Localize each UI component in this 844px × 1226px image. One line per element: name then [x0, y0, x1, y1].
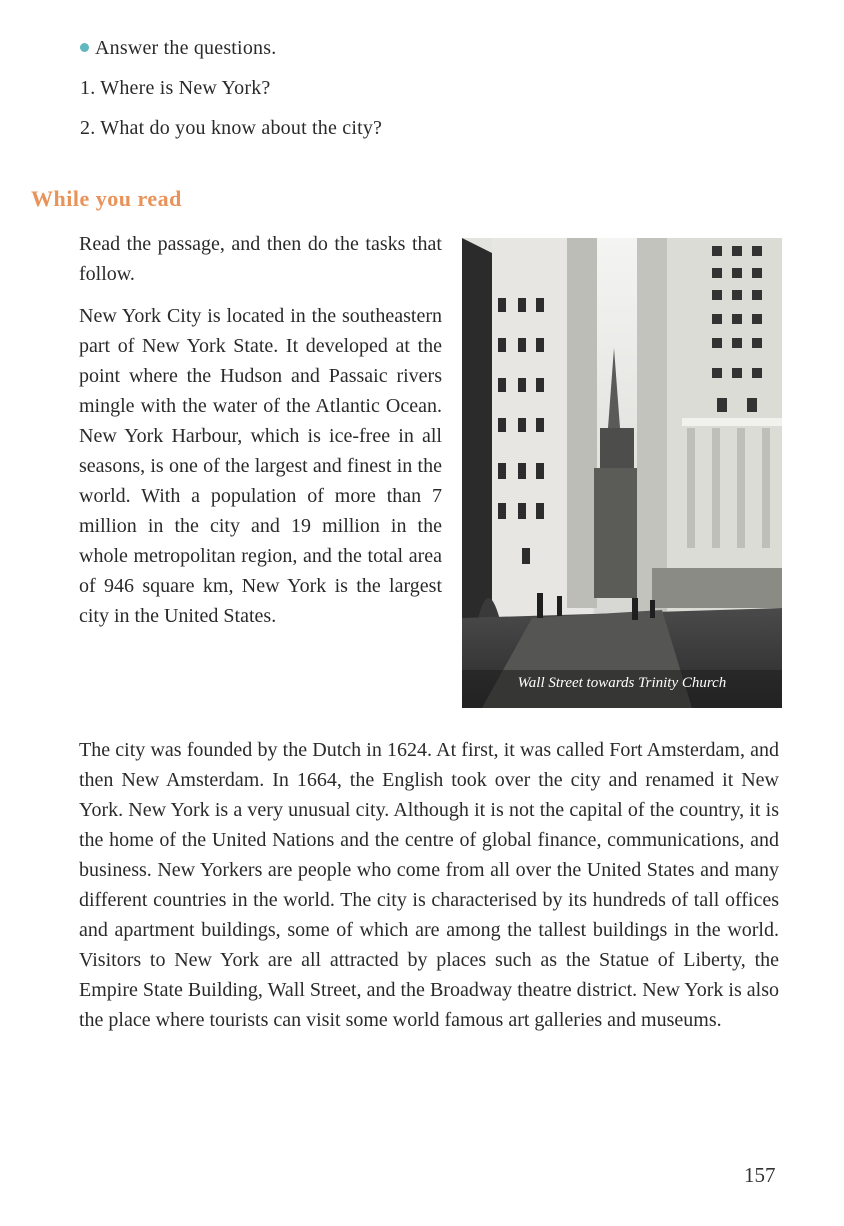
bullet-icon	[80, 43, 89, 52]
passage-paragraph-1: New York City is located in the southeastern part of New York State. It developed at the point where the Hudson and Passaic rivers mingle with the water of the Atlantic Ocean. New York Harbour, which is ice-free in all seasons, is one of the largest and finest in the world. With a population of more than 7 million in the city and 19 million in the whole metropolitan region, and the total area of 946 square km, New York is the largest city in the United States.	[79, 305, 442, 627]
photo-caption: Wall Street towards Trinity Church	[517, 675, 727, 691]
pre-reading-questions	[80, 34, 382, 154]
passage-paragraph-2: The city was founded by the Dutch in 1624. At first, it was called Fort Amsterdam, and then New Amsterdam. In 1664, the English took over the city and renamed it New York. New York is a very unusual city. Although it is not the capital of the country, it is the home of the United Nations and the centre of global finance, communications, and business. New Yorkers are people who come from all over the United States and many different countries in the world. The city is characterised by its hundreds of tall offices and apartment buildings, some of which are among the tallest buildings in the world. Visitors to New York are all attracted by places such as the Statue of Liberty, the Empire State Building, Wall Street, and the Broadway theatre district. New York is also the place where tourists can visit some world famous art galleries and museums.	[79, 739, 779, 1031]
page-number: 157	[744, 1163, 776, 1187]
passage-intro: Read the passage, and then do the tasks that follow.	[79, 233, 442, 285]
question-1: 1. Where is New York?	[80, 77, 271, 99]
wall-street-photo	[462, 238, 782, 708]
passage-side-column	[79, 229, 442, 643]
instruction-line	[80, 34, 382, 74]
question-2: 2. What do you know about the city?	[80, 117, 383, 139]
section-heading: While you read	[31, 186, 182, 211]
instruction-text: Answer the questions.	[95, 37, 277, 59]
passage-main-column	[79, 735, 779, 1035]
